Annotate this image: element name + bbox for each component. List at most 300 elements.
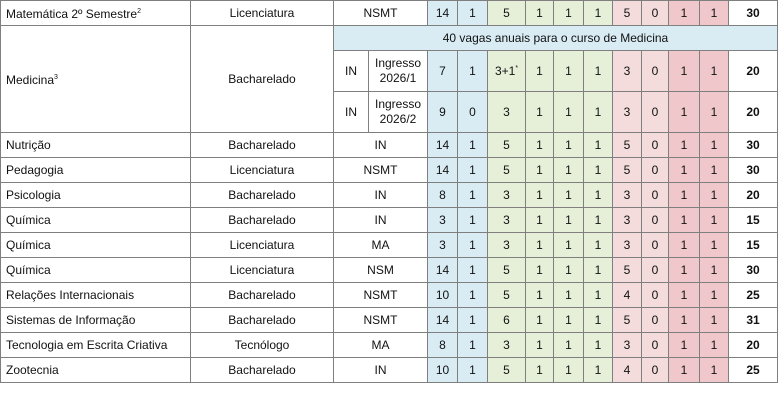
course-name-text: Química <box>6 263 51 277</box>
vagas-value <box>488 158 526 183</box>
vagas-value-text: 1 <box>710 288 718 302</box>
vagas-value-text: 1 <box>710 6 718 20</box>
vagas-value <box>613 233 642 258</box>
vagas-value-text: 0 <box>651 188 659 202</box>
vagas-value-text: 0 <box>651 263 659 277</box>
vagas-value-text: 1 <box>594 288 602 302</box>
footnote-marker: 2 <box>137 8 142 15</box>
vagas-value <box>584 358 613 383</box>
table-row <box>1 333 778 358</box>
grau: Bacharelado <box>191 133 334 158</box>
grau: Licenciatura <box>191 158 334 183</box>
vagas-value <box>428 133 458 158</box>
vagas-value <box>669 333 700 358</box>
vagas-value-text: 1 <box>710 105 718 119</box>
vagas-value <box>669 1 700 26</box>
vagas-value <box>488 92 526 133</box>
footnote-marker: 3 <box>54 74 58 81</box>
vagas-value-text: 1 <box>710 338 718 352</box>
course-name <box>1 333 191 358</box>
vagas-value-text: 5 <box>503 6 510 20</box>
vagas-value <box>700 1 729 26</box>
vagas-value-text: 0 <box>651 238 659 252</box>
vagas-value <box>488 308 526 333</box>
vagas-value <box>584 233 613 258</box>
vagas-value-text: 0 <box>651 338 659 352</box>
course-name <box>1 158 191 183</box>
course-name-text: Relações Internacionais <box>6 288 135 302</box>
vagas-value <box>642 1 669 26</box>
vagas-value <box>458 92 488 133</box>
vagas-value <box>613 133 642 158</box>
vagas-value-text: 7 <box>439 64 446 78</box>
grau: Licenciatura <box>191 233 334 258</box>
turno: MA <box>334 233 428 258</box>
vagas-value <box>526 258 554 283</box>
vagas-value <box>488 358 526 383</box>
table-row <box>1 358 778 383</box>
vagas-value-text: 1 <box>594 64 602 78</box>
vagas-value-text: 1 <box>680 163 688 177</box>
vagas-value <box>554 158 584 183</box>
vagas-total: 15 <box>729 208 778 233</box>
vagas-value <box>526 333 554 358</box>
vagas-value-text: 3 <box>623 64 631 78</box>
vagas-value <box>642 51 669 92</box>
vagas-value <box>584 92 613 133</box>
vagas-value <box>428 283 458 308</box>
vagas-value-text: 1 <box>710 64 718 78</box>
vagas-value-text: 5 <box>503 363 510 377</box>
grau: Tecnólogo <box>191 333 334 358</box>
vagas-value <box>554 51 584 92</box>
vagas-value-text: 1 <box>594 6 602 20</box>
course-name <box>1 258 191 283</box>
vagas-value <box>488 233 526 258</box>
vagas-value <box>700 51 729 92</box>
vagas-value-text: 1 <box>536 288 543 302</box>
vagas-value <box>554 233 584 258</box>
vagas-value <box>458 1 488 26</box>
vagas-total: 30 <box>729 1 778 26</box>
vagas-value-text: 0 <box>651 64 659 78</box>
vagas-value <box>584 333 613 358</box>
vagas-value-text: 1 <box>469 213 476 227</box>
vagas-value <box>613 258 642 283</box>
vagas-value <box>488 133 526 158</box>
vagas-value-text: 1 <box>469 163 476 177</box>
vagas-value-text: 1 <box>565 238 572 252</box>
vagas-total: 31 <box>729 308 778 333</box>
vagas-value-text: 1 <box>594 363 602 377</box>
vagas-value <box>642 183 669 208</box>
vagas-value <box>669 183 700 208</box>
vagas-value <box>488 183 526 208</box>
vagas-value <box>554 308 584 333</box>
vagas-value <box>669 133 700 158</box>
vagas-value-text: 1 <box>536 263 543 277</box>
vagas-total: 30 <box>729 158 778 183</box>
grau: Licenciatura <box>191 1 334 26</box>
vagas-value <box>584 208 613 233</box>
vagas-value-text: 5 <box>623 6 631 20</box>
vagas-value-text: 1 <box>710 363 718 377</box>
vagas-value <box>584 158 613 183</box>
vagas-value-text: 1 <box>469 138 476 152</box>
grau: Bacharelado <box>191 283 334 308</box>
vagas-value-text: 1 <box>680 288 688 302</box>
vagas-value-text: 1 <box>680 105 688 119</box>
vagas-value <box>613 158 642 183</box>
vagas-value-text: 1 <box>710 313 718 327</box>
vagas-value <box>669 358 700 383</box>
vagas-value <box>669 283 700 308</box>
vagas-value-text: 1 <box>536 6 543 20</box>
vagas-value <box>526 358 554 383</box>
vagas-value-text: 1 <box>536 105 543 119</box>
vagas-value-text: 8 <box>439 188 446 202</box>
vagas-value-text: 5 <box>503 263 510 277</box>
turno: IN <box>334 51 369 92</box>
course-name-text: Medicina <box>6 73 55 87</box>
vagas-value-text: 1 <box>536 238 543 252</box>
vagas-value <box>669 51 700 92</box>
vagas-value-text: 4 <box>623 288 631 302</box>
table-row <box>1 183 778 208</box>
vagas-value-text: 1 <box>536 313 543 327</box>
vagas-value <box>700 92 729 133</box>
vagas-value <box>642 258 669 283</box>
vagas-value-text: 14 <box>435 263 450 277</box>
vagas-value <box>642 158 669 183</box>
vagas-value <box>669 208 700 233</box>
vagas-value <box>428 333 458 358</box>
vagas-value <box>613 208 642 233</box>
vagas-value <box>554 258 584 283</box>
vagas-value-text: 1 <box>594 338 602 352</box>
vagas-value-text: 0 <box>651 6 659 20</box>
vagas-value-text: 0 <box>651 363 659 377</box>
vagas-value <box>458 308 488 333</box>
vagas-value <box>669 233 700 258</box>
vagas-value-text: 1 <box>469 313 476 327</box>
vagas-value-text: 1 <box>680 64 688 78</box>
vagas-value-text: 14 <box>435 313 450 327</box>
vagas-value <box>554 283 584 308</box>
vagas-value <box>458 333 488 358</box>
vagas-value <box>554 358 584 383</box>
vagas-value-text: 5 <box>623 263 631 277</box>
vagas-value <box>613 308 642 333</box>
turno: MA <box>334 333 428 358</box>
vagas-value <box>700 233 729 258</box>
vagas-value-text: 1 <box>565 163 572 177</box>
vagas-value <box>428 233 458 258</box>
vagas-value <box>488 1 526 26</box>
vagas-value <box>613 51 642 92</box>
vagas-value <box>584 1 613 26</box>
vagas-value-text: 1 <box>469 238 476 252</box>
grau: Bacharelado <box>191 308 334 333</box>
vagas-value <box>428 51 458 92</box>
vagas-value <box>700 133 729 158</box>
vagas-value-text: 1 <box>680 213 688 227</box>
course-name <box>1 358 191 383</box>
vagas-total: 20 <box>729 333 778 358</box>
vagas-value <box>642 133 669 158</box>
course-name <box>1 133 191 158</box>
vagas-value <box>613 358 642 383</box>
turno: NSMT <box>334 158 428 183</box>
vagas-value-text: 0 <box>651 213 659 227</box>
vagas-value <box>584 183 613 208</box>
footnote-marker: * <box>515 65 519 72</box>
vagas-value-text: 0 <box>651 105 659 119</box>
vagas-value <box>613 333 642 358</box>
vagas-total: 20 <box>729 51 778 92</box>
vagas-value-text: 1 <box>680 313 688 327</box>
vagas-value <box>613 183 642 208</box>
course-name <box>1 233 191 258</box>
vagas-value-text: 5 <box>623 138 631 152</box>
vagas-value-text: 1 <box>565 105 572 119</box>
vagas-value-text: 3 <box>439 238 446 252</box>
vagas-value <box>488 258 526 283</box>
course-name-text: Química <box>6 238 51 252</box>
vagas-value <box>458 208 488 233</box>
vagas-value-text: 1 <box>594 163 602 177</box>
table-row <box>1 233 778 258</box>
course-name-text: Sistemas de Informação <box>6 313 136 327</box>
vagas-value-text: 1 <box>536 338 543 352</box>
vagas-value <box>700 333 729 358</box>
vagas-value <box>428 158 458 183</box>
vagas-value-text: 1 <box>565 6 572 20</box>
vagas-value-text: 6 <box>503 313 510 327</box>
vagas-value <box>642 358 669 383</box>
vagas-value-text: 1 <box>565 338 572 352</box>
course-name <box>1 183 191 208</box>
turno: IN <box>334 133 428 158</box>
turno: IN <box>334 92 369 133</box>
vagas-value-text: 3 <box>503 188 510 202</box>
vagas-value-text: 1 <box>680 238 688 252</box>
vagas-value <box>613 92 642 133</box>
vagas-value <box>584 51 613 92</box>
vagas-value-text: 5 <box>503 138 510 152</box>
vagas-value <box>642 308 669 333</box>
turno: NSM <box>334 258 428 283</box>
vagas-value <box>584 283 613 308</box>
course-name-text: Química <box>6 213 51 227</box>
vagas-value-text: 4 <box>623 363 631 377</box>
vagas-value-text: 1 <box>469 6 476 20</box>
medicina-banner: 40 vagas anuais para o curso de Medicina <box>334 26 778 51</box>
vagas-value-text: 8 <box>439 338 446 352</box>
vagas-value <box>488 283 526 308</box>
vagas-value-text: 9 <box>439 105 446 119</box>
vagas-value-text: 1 <box>594 138 602 152</box>
vagas-value-text: 0 <box>651 313 659 327</box>
ingresso: Ingresso 2026/1 <box>369 51 428 92</box>
vagas-value-text: 1 <box>536 363 543 377</box>
vagas-value-text: 1 <box>469 64 476 78</box>
vagas-value <box>642 283 669 308</box>
vagas-value <box>554 208 584 233</box>
vagas-value <box>458 233 488 258</box>
vagas-value-text: 1 <box>565 64 572 78</box>
vagas-value <box>526 51 554 92</box>
vagas-value-text: 3 <box>623 238 631 252</box>
vagas-value-text: 1 <box>594 238 602 252</box>
vagas-value <box>526 1 554 26</box>
vagas-value <box>554 333 584 358</box>
vagas-value <box>428 208 458 233</box>
vagas-value-text: 1 <box>594 213 602 227</box>
vagas-value-text: 1 <box>594 188 602 202</box>
vagas-value-text: 0 <box>469 105 476 119</box>
vagas-value <box>700 358 729 383</box>
grau: Bacharelado <box>191 183 334 208</box>
vagas-value-text: 1 <box>710 188 718 202</box>
vagas-value-text: 1 <box>594 313 602 327</box>
vagas-total: 30 <box>729 258 778 283</box>
vagas-value-text: 1 <box>536 138 543 152</box>
vagas-value-text: 1 <box>680 263 688 277</box>
vagas-value <box>584 258 613 283</box>
vagas-total: 20 <box>729 183 778 208</box>
vagas-value-text: 1 <box>536 64 543 78</box>
vagas-value <box>700 308 729 333</box>
vagas-value <box>526 158 554 183</box>
vagas-value <box>700 208 729 233</box>
vagas-value <box>700 158 729 183</box>
vagas-value-text: 1 <box>565 288 572 302</box>
vagas-value-text: 1 <box>469 338 476 352</box>
vagas-value-text: 1 <box>565 363 572 377</box>
vagas-value <box>642 92 669 133</box>
vagas-value-text: 1 <box>469 263 476 277</box>
vagas-value <box>428 183 458 208</box>
vagas-value-text: 3 <box>623 338 631 352</box>
vagas-value-text: 1 <box>469 363 476 377</box>
vagas-value <box>526 308 554 333</box>
vagas-value <box>584 308 613 333</box>
vagas-total: 25 <box>729 358 778 383</box>
table-row <box>1 158 778 183</box>
vagas-value-text: 3 <box>623 188 631 202</box>
vagas-value <box>642 333 669 358</box>
vagas-value-text: 3+1 <box>494 64 516 78</box>
vagas-value-text: 14 <box>435 138 450 152</box>
vagas-value <box>458 258 488 283</box>
vagas-value <box>613 283 642 308</box>
vagas-value <box>669 158 700 183</box>
vagas-value <box>458 133 488 158</box>
course-name-text: Pedagogia <box>6 163 64 177</box>
vagas-value-text: 3 <box>503 213 510 227</box>
vagas-value <box>526 283 554 308</box>
vagas-value <box>642 233 669 258</box>
vagas-total: 20 <box>729 92 778 133</box>
vagas-value-text: 1 <box>680 6 688 20</box>
table-row <box>1 133 778 158</box>
grau: Bacharelado <box>191 208 334 233</box>
course-name <box>1 308 191 333</box>
vagas-value-text: 1 <box>680 188 688 202</box>
vagas-value-text: 3 <box>439 213 446 227</box>
vagas-value <box>458 51 488 92</box>
vagas-value <box>488 51 526 92</box>
vagas-value <box>554 92 584 133</box>
vagas-value <box>428 92 458 133</box>
table-row <box>1 208 778 233</box>
vagas-value-text: 1 <box>680 363 688 377</box>
vagas-value-text: 3 <box>503 105 510 119</box>
course-name-text: Nutrição <box>6 138 51 152</box>
vagas-value-text: 10 <box>435 363 450 377</box>
vagas-value <box>428 1 458 26</box>
vagas-value <box>700 283 729 308</box>
turno: IN <box>334 208 428 233</box>
turno: IN <box>334 183 428 208</box>
vagas-value-text: 5 <box>623 163 631 177</box>
vagas-total: 25 <box>729 283 778 308</box>
vagas-value-text: 1 <box>594 105 602 119</box>
table-row <box>1 283 778 308</box>
vagas-value-text: 1 <box>565 313 572 327</box>
vagas-value-text: 1 <box>680 338 688 352</box>
vagas-value-text: 1 <box>536 188 543 202</box>
table-row <box>1 258 778 283</box>
vagas-value <box>526 208 554 233</box>
grau: Bacharelado <box>191 26 334 133</box>
vagas-value-text: 5 <box>503 163 510 177</box>
vagas-total: 15 <box>729 233 778 258</box>
vagas-value-text: 3 <box>623 213 631 227</box>
vagas-value-text: 14 <box>435 163 450 177</box>
vagas-value-text: 3 <box>623 105 631 119</box>
vagas-value <box>488 208 526 233</box>
vagas-value-text: 0 <box>651 138 659 152</box>
table-row <box>1 308 778 333</box>
course-name-text: Tecnologia em Escrita Criativa <box>6 338 168 352</box>
vagas-value <box>584 133 613 158</box>
vagas-value <box>554 1 584 26</box>
vagas-value-text: 1 <box>680 138 688 152</box>
vagas-value-text: 3 <box>503 238 510 252</box>
table-row <box>1 1 778 26</box>
course-name <box>1 208 191 233</box>
vagas-value <box>700 183 729 208</box>
vagas-value-text: 1 <box>565 188 572 202</box>
vagas-value-text: 1 <box>536 213 543 227</box>
vagas-value <box>526 133 554 158</box>
vagas-value-text: 1 <box>710 138 718 152</box>
course-name <box>1 26 191 133</box>
vagas-value-text: 0 <box>651 163 659 177</box>
course-name <box>1 1 191 26</box>
vagas-value <box>642 208 669 233</box>
grau: Bacharelado <box>191 358 334 383</box>
vagas-value <box>428 258 458 283</box>
grau: Licenciatura <box>191 258 334 283</box>
vagas-value-text: 0 <box>651 288 659 302</box>
vagas-value <box>554 133 584 158</box>
vagas-value-text: 14 <box>435 6 450 20</box>
vagas-value-text: 1 <box>710 263 718 277</box>
turno: NSMT <box>334 283 428 308</box>
